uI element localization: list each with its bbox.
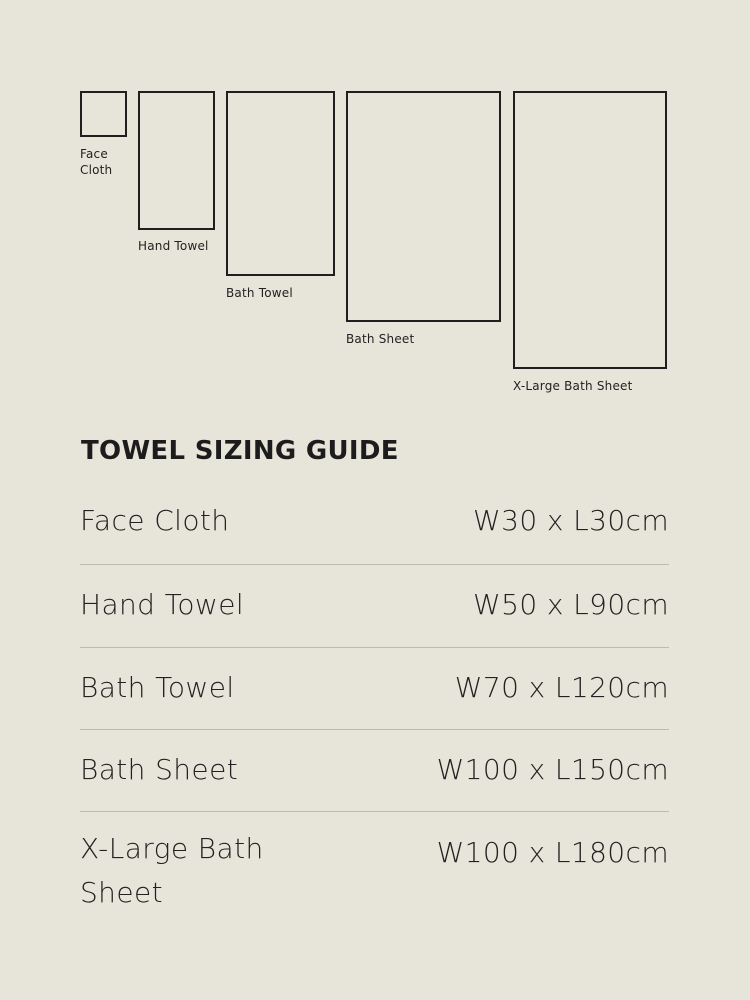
- xl-bath-sheet-label: X-Large Bath Sheet: [513, 379, 633, 393]
- row-name: X-Large Bath Sheet: [80, 832, 264, 909]
- table-row: [80, 730, 669, 812]
- row-dimensions: W30 x L30cm: [473, 504, 669, 537]
- towel-size-diagram: [0, 0, 750, 410]
- table-row: [80, 565, 669, 648]
- row-name: Face Cloth: [80, 504, 230, 537]
- bath-towel-label: Bath Towel: [226, 286, 293, 300]
- row-dimensions: W100 x L150cm: [436, 753, 669, 786]
- table-row: [80, 648, 669, 730]
- bath-towel-outline: [226, 91, 335, 276]
- hand-towel-outline: [138, 91, 215, 230]
- guide-title: TOWEL SIZING GUIDE: [81, 436, 399, 466]
- table-row: [80, 498, 669, 565]
- row-dimensions: W100 x L180cm: [436, 836, 669, 869]
- face-cloth-outline: [80, 91, 127, 137]
- xl-bath-sheet-outline: [513, 91, 667, 369]
- row-name: Bath Sheet: [80, 753, 239, 786]
- bath-sheet-outline: [346, 91, 501, 322]
- row-name: Bath Towel: [80, 671, 235, 704]
- table-row: [80, 812, 669, 922]
- hand-towel-label: Hand Towel: [138, 239, 209, 253]
- bath-sheet-label: Bath Sheet: [346, 332, 415, 346]
- size-table: [80, 498, 669, 922]
- face-cloth-label: Face Cloth: [80, 147, 113, 177]
- row-dimensions: W50 x L90cm: [473, 588, 669, 621]
- row-name: Hand Towel: [80, 588, 245, 621]
- row-dimensions: W70 x L120cm: [454, 671, 669, 704]
